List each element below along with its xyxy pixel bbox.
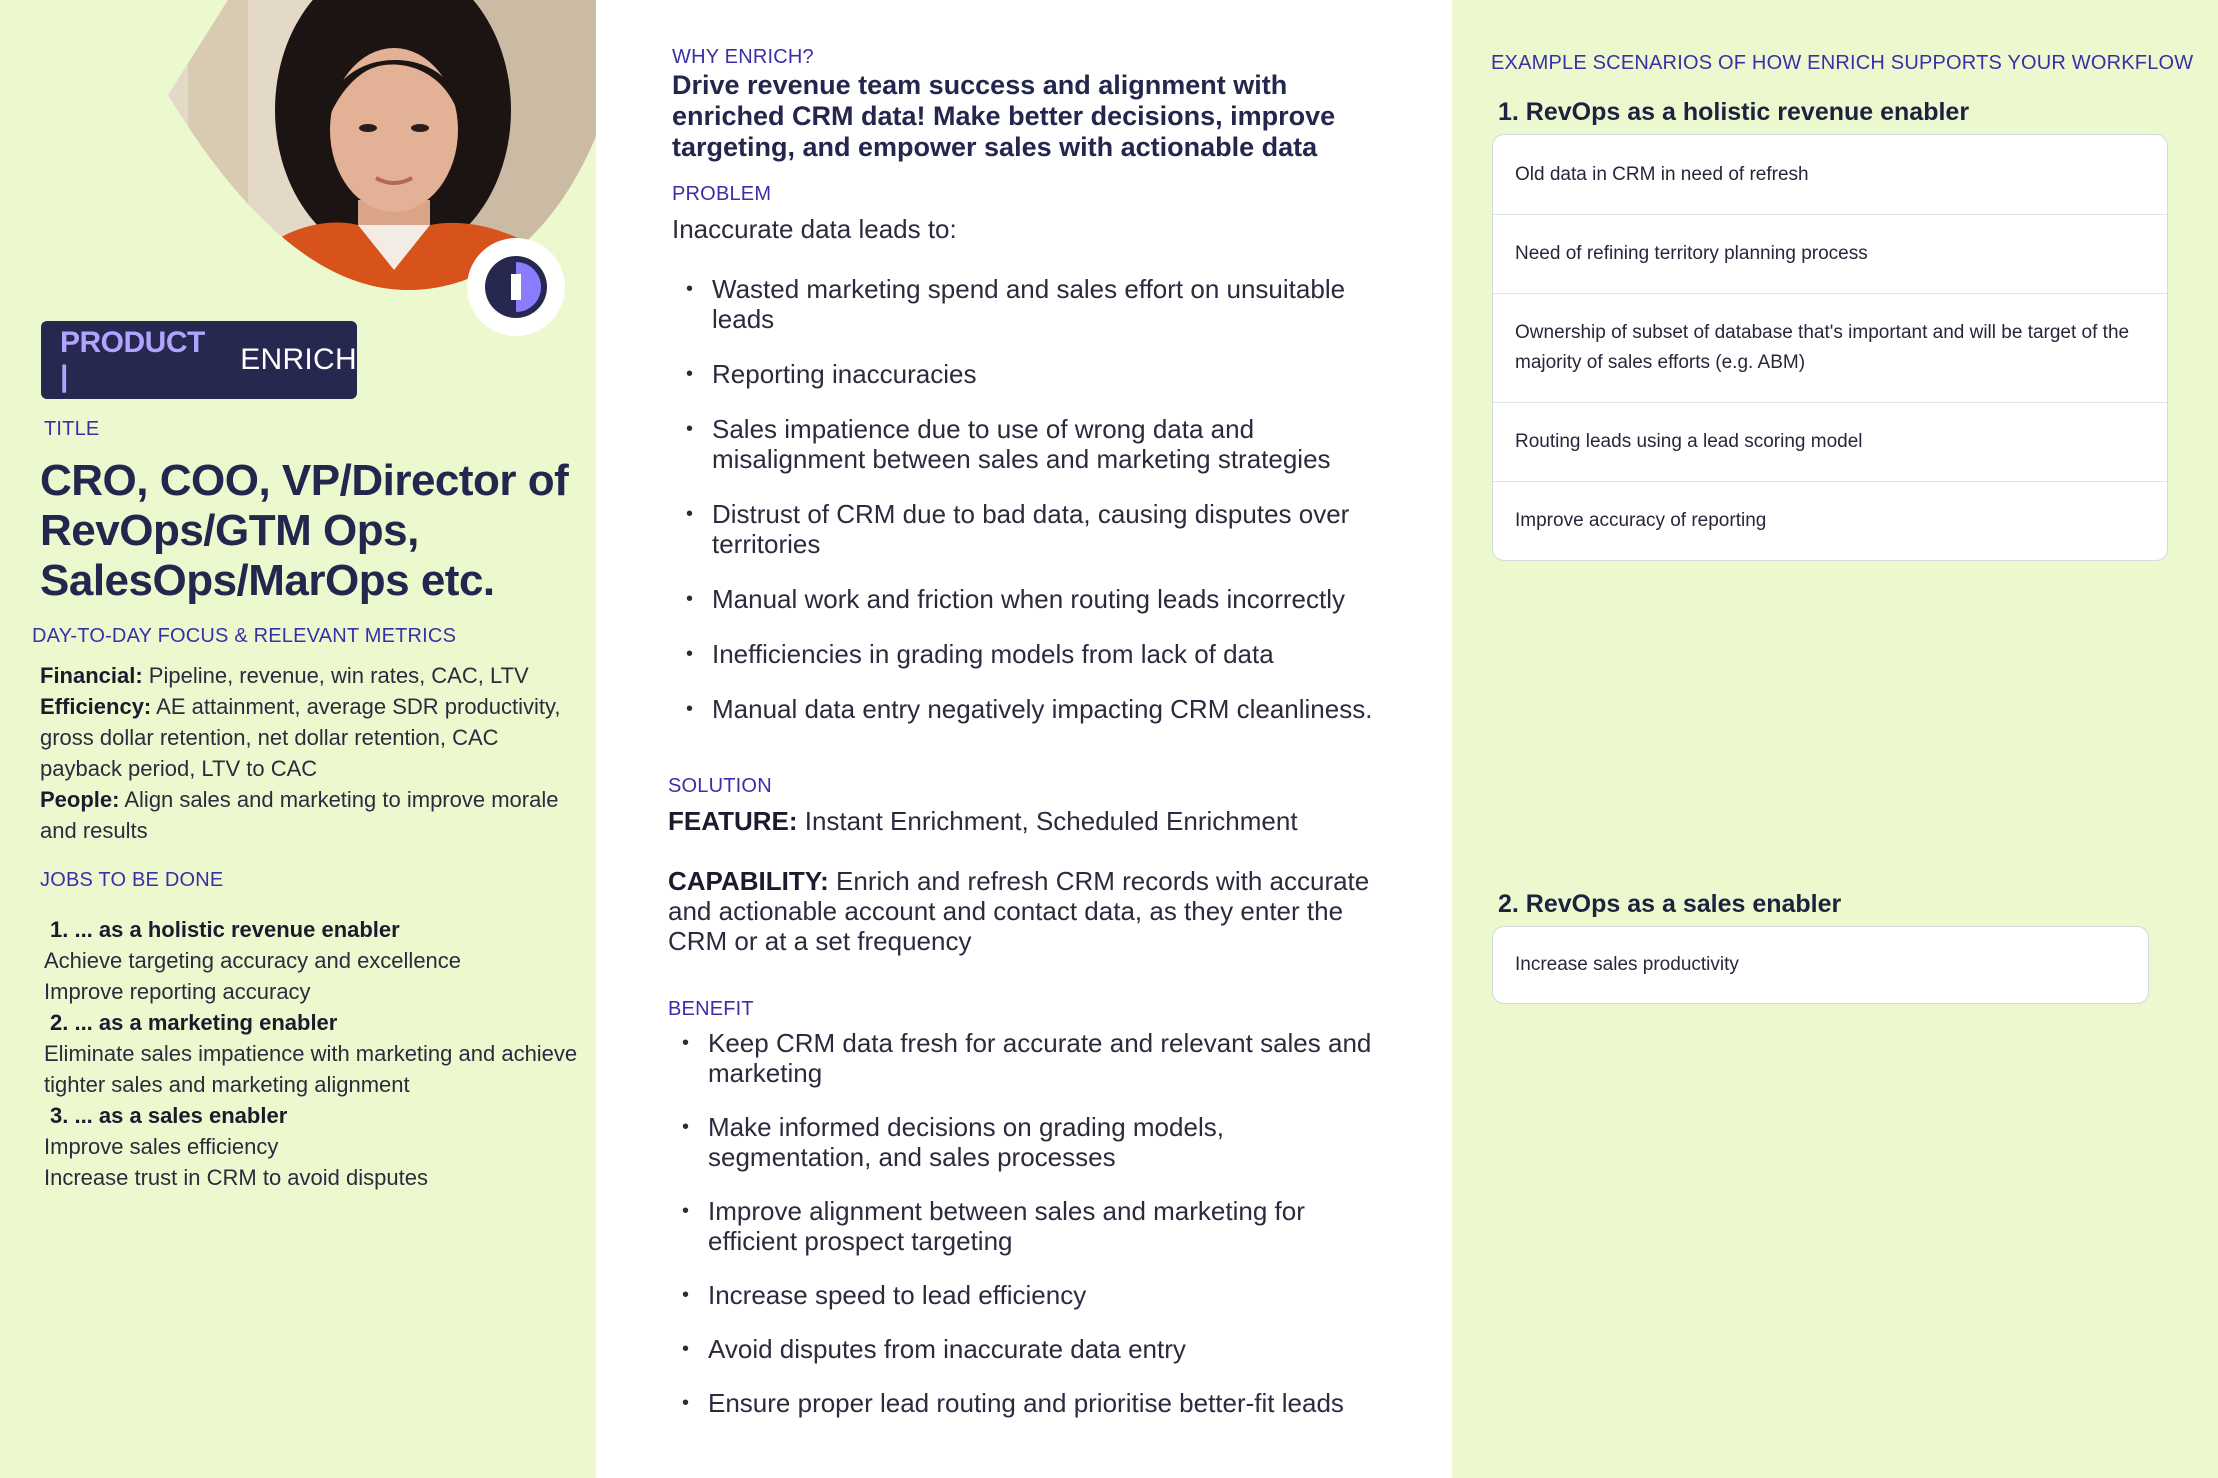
feature-line: FEATURE: Instant Enrichment, Scheduled Enrichment <box>668 806 1298 836</box>
list-item: • Increase speed to lead efficiency <box>668 1280 1388 1310</box>
list-item: • Avoid disputes from inaccurate data entry <box>668 1334 1388 1364</box>
scenario-title: 1. RevOps as a holistic revenue enabler <box>1498 98 1970 126</box>
scenario-card <box>1492 926 2149 1004</box>
persona-title: CRO, COO, VP/Director of RevOps/GTM Ops, SalesOps/MarOps etc. <box>40 456 569 605</box>
job-line: Achieve targeting accuracy and excellence <box>44 948 462 973</box>
why-label: WHY ENRICH? <box>672 46 814 68</box>
solution-label: SOLUTION <box>668 775 772 797</box>
scenario-title: 2. RevOps as a sales enabler <box>1498 890 1842 918</box>
metric-efficiency: Efficiency: AE attainment, average SDR productivity, gross dollar retention, net dollar retention, CAC payback period, LTV to CAC <box>40 694 561 781</box>
list-item: • Manual work and friction when routing leads incorrectly <box>672 584 1392 614</box>
benefit-list <box>668 1028 1388 1442</box>
list-item: • Sales impatience due to use of wrong data and misalignment between sales and marketing strategies <box>672 414 1392 474</box>
benefit-label: BENEFIT <box>668 998 754 1020</box>
why-heading: Drive revenue team success and alignment with enriched CRM data! Make better decisions, improve targeting, and empower sales with actionable data <box>672 70 1336 162</box>
job-heading: 1. ... as a holistic revenue enabler <box>50 917 400 942</box>
job-line: Improve reporting accuracy <box>44 979 311 1004</box>
product-label: PRODUCT | <box>60 326 205 393</box>
list-item: Old data in CRM in need of refresh <box>1515 163 1809 185</box>
job-line: Improve sales efficiency <box>44 1134 279 1159</box>
scenarios-label: EXAMPLE SCENARIOS OF HOW ENRICH SUPPORTS YOUR WORKFLOW <box>1491 52 2194 74</box>
list-item: • Inefficiencies in grading models from lack of data <box>672 639 1392 669</box>
list-item: • Manual data entry negatively impacting CRM cleanliness. <box>672 694 1392 724</box>
jobs-list <box>44 914 584 1193</box>
problem-list <box>672 274 1392 749</box>
list-item: Improve accuracy of reporting <box>1493 481 2167 560</box>
list-item: • Improve alignment between sales and marketing for efficient prospect targeting <box>668 1196 1388 1256</box>
job-line: Increase trust in CRM to avoid disputes <box>44 1165 428 1190</box>
problem-intro: Inaccurate data leads to: <box>672 214 957 244</box>
job-heading: 3. ... as a sales enabler <box>50 1103 288 1128</box>
metrics-block <box>40 660 580 846</box>
scenario-card <box>1492 134 2168 561</box>
problem-label: PROBLEM <box>672 183 772 205</box>
list-item: Routing leads using a lead scoring model <box>1493 402 2167 481</box>
brand-logo-icon <box>467 238 565 336</box>
jobs-label: JOBS TO BE DONE <box>40 869 224 891</box>
list-item: • Wasted marketing spend and sales effort on unsuitable leads <box>672 274 1392 334</box>
list-item: • Distrust of CRM due to bad data, causing disputes over territories <box>672 499 1392 559</box>
product-name: ENRICH <box>240 343 357 376</box>
left-column <box>0 0 596 1478</box>
list-item: • Make informed decisions on grading models, segmentation, and sales processes <box>668 1112 1388 1172</box>
list-item: • Ensure proper lead routing and prioritise better-fit leads <box>668 1388 1388 1418</box>
metric-people: People: Align sales and marketing to improve morale and results <box>40 787 559 843</box>
capability-line: CAPABILITY: Enrich and refresh CRM records with accurate and actionable account and contact data, as they enter the CRM or at a set frequency <box>668 866 1370 956</box>
title-label: TITLE <box>44 418 100 440</box>
list-item: Ownership of subset of database that's important and will be target of the majority of sales efforts (e.g. ABM) <box>1493 293 2167 402</box>
job-heading: 2. ... as a marketing enabler <box>50 1010 338 1035</box>
product-badge <box>41 321 357 399</box>
list-item: Increase sales productivity <box>1515 954 1739 975</box>
list-item: • Keep CRM data fresh for accurate and relevant sales and marketing <box>668 1028 1388 1088</box>
focus-label: DAY-TO-DAY FOCUS & RELEVANT METRICS <box>32 625 457 647</box>
list-item: • Reporting inaccuracies <box>672 359 1392 389</box>
list-item: Need of refining territory planning process <box>1493 214 2167 293</box>
metric-financial: Financial: Pipeline, revenue, win rates, CAC, LTV <box>40 663 529 688</box>
job-line: Eliminate sales impatience with marketing and achieve tighter sales and marketing alignment <box>44 1041 578 1097</box>
